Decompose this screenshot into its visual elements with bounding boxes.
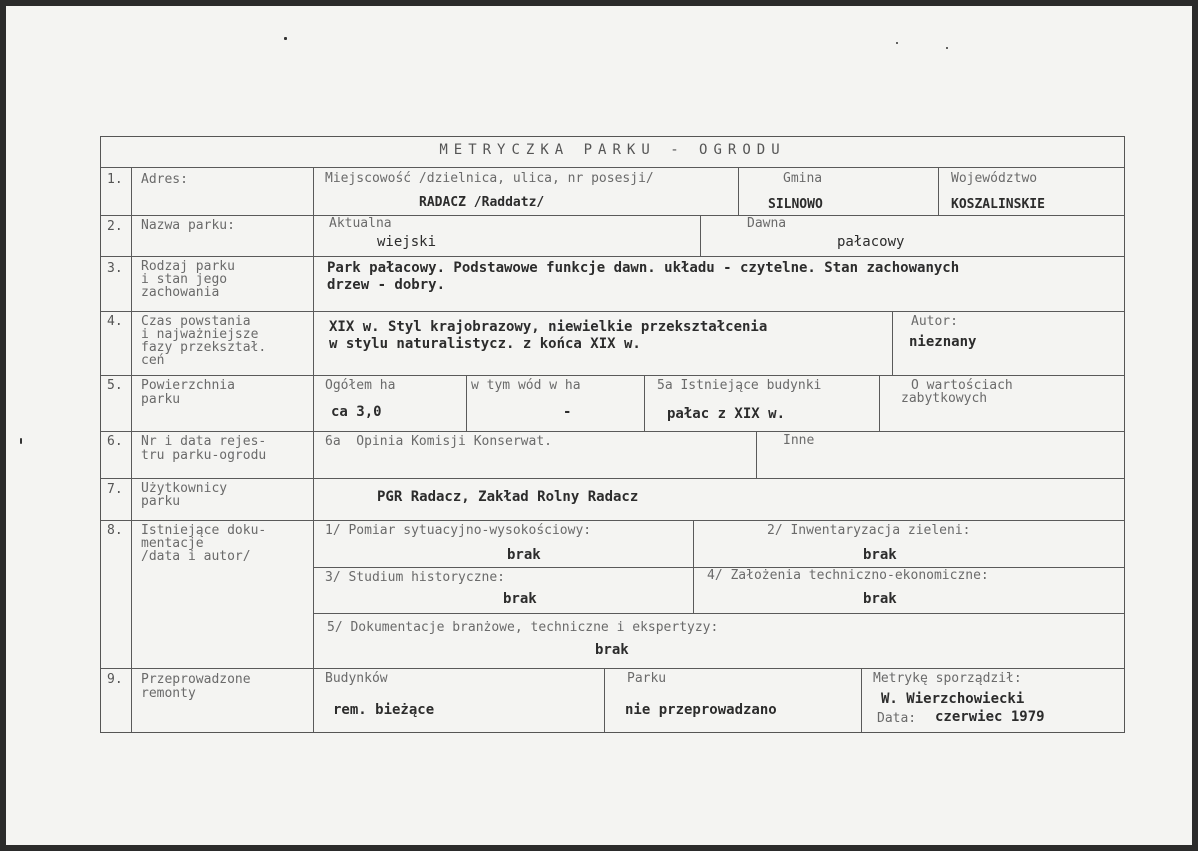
park-type-label-line: zachowania: [141, 285, 220, 300]
greenery-inventory-value: brak: [863, 547, 897, 563]
voivodeship-value: KOSZALINSKIE: [951, 197, 1045, 212]
address-label: Adres:: [141, 172, 188, 187]
row-number: 8.: [107, 523, 123, 538]
former-name-label: Dawna: [747, 216, 787, 231]
row-number: 5.: [107, 378, 123, 393]
row-number: 3.: [107, 261, 123, 276]
water-area-label: w tym wód w ha: [471, 378, 581, 393]
origin-value-line: XIX w. Styl krajobrazowy, niewielkie przekształcenia: [329, 319, 768, 335]
origin-value-line: w stylu naturalistycz. z końca XIX w.: [329, 336, 641, 352]
buildings-repairs-value: rem. bieżące: [333, 702, 435, 718]
row-number: 1.: [107, 172, 123, 187]
historical-study-label: 3/ Studium historyczne:: [325, 570, 506, 585]
origin-label-line: Czas powstania: [141, 314, 251, 329]
area-label-line: parku: [141, 392, 181, 407]
park-type-value-line: Park pałacowy. Podstawowe funkcje dawn. układu - czytelne. Stan zachowanych: [327, 260, 960, 276]
tech-econ-assumptions-label: 4/ Założenia techniczno-ekonomiczne:: [707, 568, 989, 583]
historic-value-label-line: O wartościach: [911, 378, 1013, 393]
park-repairs-label: Parku: [627, 671, 667, 686]
current-name-label: Aktualna: [329, 216, 392, 231]
repairs-label-line: Przeprowadzone: [141, 672, 251, 687]
row-number: 2.: [107, 219, 123, 234]
speck: [896, 42, 898, 44]
date-label: Data:: [877, 711, 917, 726]
park-repairs-value: nie przeprowadzano: [625, 702, 777, 718]
water-area-value: -: [563, 404, 572, 420]
locality-label: Miejscowość /dzielnica, ulica, nr posesji/: [325, 171, 654, 186]
commune-label: Gmina: [783, 171, 823, 186]
documentation-label-line: /data i autor/: [141, 549, 251, 564]
row-number: 7.: [107, 482, 123, 497]
historical-study-value: brak: [503, 591, 537, 607]
speck: [284, 37, 287, 40]
survey-label: 1/ Pomiar sytuacyjno-wysokościowy:: [325, 523, 592, 538]
current-name-value: wiejski: [377, 234, 437, 250]
origin-label-line: ceń: [141, 353, 165, 368]
card-title: METRYCZKA PARKU - OGRODU: [439, 142, 786, 158]
author-value: nieznany: [909, 334, 977, 350]
repairs-label-line: remonty: [141, 686, 196, 701]
users-value: PGR Radacz, Zakład Rolny Radacz: [377, 489, 639, 505]
date-value: czerwiec 1979: [935, 709, 1045, 725]
users-label-line: Użytkownicy: [141, 481, 228, 496]
row-number: 4.: [107, 314, 123, 329]
author-label: Autor:: [911, 314, 958, 329]
park-type-label-line: Rodzaj parku: [141, 259, 235, 274]
buildings-value: pałac z XIX w.: [667, 406, 786, 422]
prepared-by-value: W. Wierzchowiecki: [881, 691, 1025, 707]
row-number: 9.: [107, 672, 123, 687]
park-name-label: Nazwa parku:: [141, 218, 235, 233]
origin-label-line: i najważniejsze: [141, 327, 259, 342]
area-label-line: Powierzchnia: [141, 378, 235, 393]
buildings-repairs-label: Budynków: [325, 671, 388, 686]
voivodeship-label: Województwo: [951, 171, 1038, 186]
documentation-label-line: mentacje: [141, 536, 204, 551]
tech-econ-assumptions-value: brak: [863, 591, 897, 607]
prepared-by-label: Metrykę sporządził:: [873, 671, 1022, 686]
sector-documentation-value: brak: [595, 642, 629, 658]
registry-label-line: tru parku-ogrodu: [141, 448, 267, 463]
buildings-label: 5a Istniejące budynki: [657, 378, 822, 393]
registry-label-line: Nr i data rejes-: [141, 434, 267, 449]
commune-value: SILNOWO: [768, 197, 823, 212]
speck: [946, 47, 948, 49]
users-label-line: parku: [141, 494, 181, 509]
historic-value-label-line: zabytkowych: [901, 391, 988, 406]
sector-documentation-label: 5/ Dokumentacje branżowe, techniczne i ekspertyzy:: [327, 620, 719, 635]
park-type-label-line: i stan jego: [141, 272, 228, 287]
origin-label-line: fazy przekształ.: [141, 340, 267, 355]
total-area-label: Ogółem ha: [325, 378, 396, 393]
documentation-label-line: Istniejące doku-: [141, 523, 267, 538]
survey-value: brak: [507, 547, 541, 563]
document-sheet: [6, 6, 1192, 845]
park-type-value-line: drzew - dobry.: [327, 277, 446, 293]
conservation-opinion-label: 6a Opinia Komisji Konserwat.: [325, 434, 552, 449]
former-name-value: pałacowy: [837, 234, 905, 250]
park-record-card: [100, 136, 1125, 733]
total-area-value: ca 3,0: [331, 404, 382, 420]
locality-value: RADACZ /Raddatz/: [419, 195, 545, 210]
row-number: 6.: [107, 434, 123, 449]
greenery-inventory-label: 2/ Inwentaryzacja zieleni:: [767, 523, 971, 538]
other-label: Inne: [783, 433, 815, 448]
speck: [20, 438, 22, 444]
